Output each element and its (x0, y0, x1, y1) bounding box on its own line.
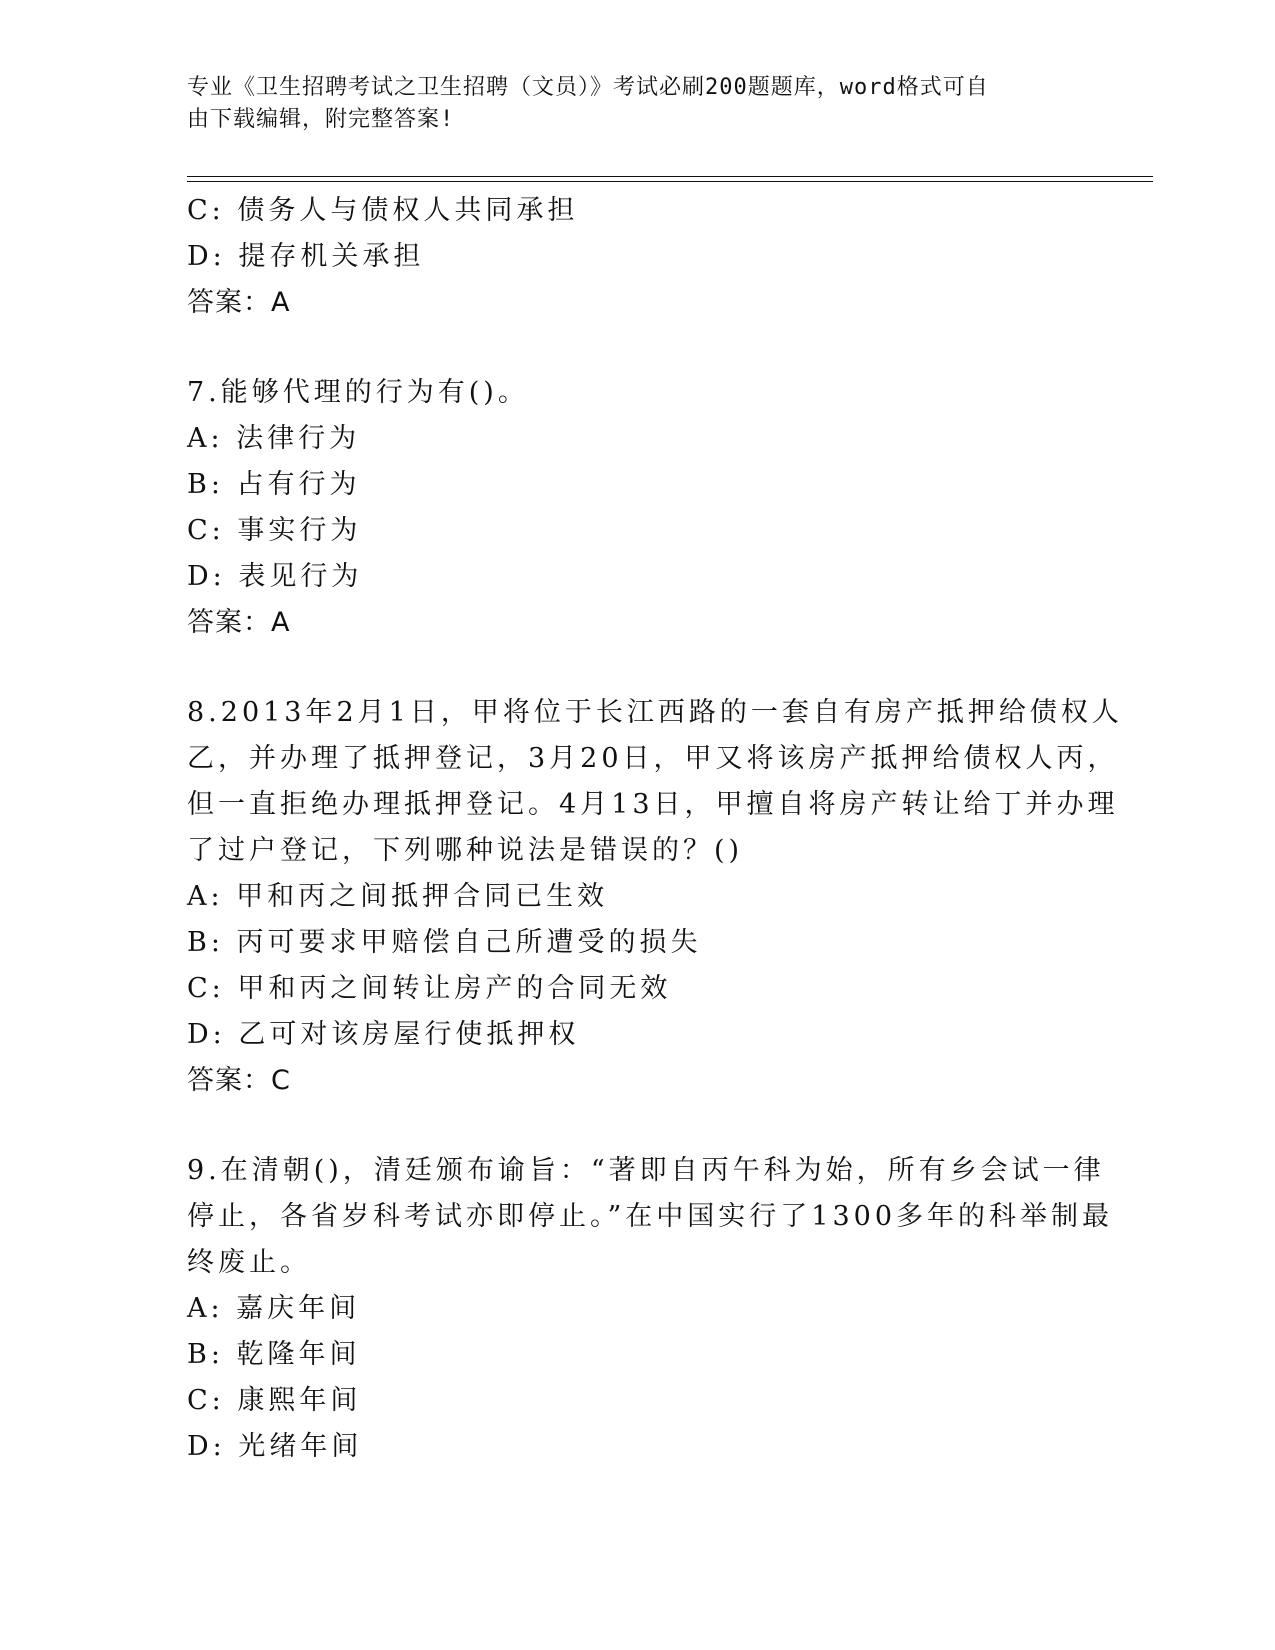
option-c: C: 甲和丙之间转让房产的合同无效 (187, 973, 672, 1004)
question-8 (187, 690, 1123, 1104)
spacer (187, 646, 1087, 690)
option-c: C: 债务人与债权人共同承担 (187, 195, 579, 226)
question-stem-line: 乙，并办理了抵押登记，3月20日，甲又将该房产抵押给债权人丙， (187, 743, 1119, 774)
header-line-2: 由下载编辑，附完整答案! (187, 107, 455, 132)
option-a: A: 嘉庆年间 (187, 1293, 361, 1324)
question-stem-line: 终废止。 (187, 1247, 311, 1278)
question-stem-line: 9.在清朝()，清廷颁布谕旨：“著即自丙午科为始，所有乡会试一律 (187, 1155, 1105, 1186)
option-a: A: 法律行为 (187, 423, 361, 454)
option-c: C: 事实行为 (187, 515, 362, 546)
question-stem-line: 了过户登记，下列哪种说法是错误的？() (187, 835, 744, 866)
page-header (187, 72, 1067, 136)
answer: 答案：A (187, 287, 291, 318)
option-b: B: 占有行为 (187, 469, 361, 500)
option-c: C: 康熙年间 (187, 1385, 362, 1416)
header-divider-top (187, 176, 1153, 177)
option-d: D: 提存机关承担 (187, 241, 425, 272)
option-d: D: 光绪年间 (187, 1431, 363, 1462)
option-d: D: 表见行为 (187, 561, 363, 592)
option-d: D: 乙可对该房屋行使抵押权 (187, 1019, 580, 1050)
spacer (187, 1104, 1087, 1148)
question-7 (187, 370, 1087, 646)
question-stem-line: 8.2013年2月1日，甲将位于长江西路的一套自有房产抵押给债权人 (187, 697, 1123, 728)
question-stem: 7.能够代理的行为有()。 (187, 377, 529, 408)
option-b: B: 乾隆年间 (187, 1339, 361, 1370)
question-stem-line: 停止，各省岁科考试亦即停止。”在中国实行了1300多年的科举制最 (187, 1201, 1114, 1232)
question-content (187, 188, 1123, 1470)
option-a: A: 甲和丙之间抵押合同已生效 (187, 881, 609, 912)
header-divider-bottom (187, 181, 1153, 182)
answer: 答案：C (187, 1065, 291, 1096)
option-b: B: 丙可要求甲赔偿自己所遭受的损失 (187, 927, 702, 958)
question-stem-line: 但一直拒绝办理抵押登记。4月13日，甲擅自将房产转让给丁并办理 (187, 789, 1119, 820)
spacer (187, 326, 1087, 370)
answer: 答案：A (187, 607, 291, 638)
header-line-1: 专业《卫生招聘考试之卫生招聘（文员）》考试必刷200题题库，word格式可自 (187, 75, 989, 100)
question-9 (187, 1148, 1114, 1470)
prev-question (187, 188, 1087, 326)
